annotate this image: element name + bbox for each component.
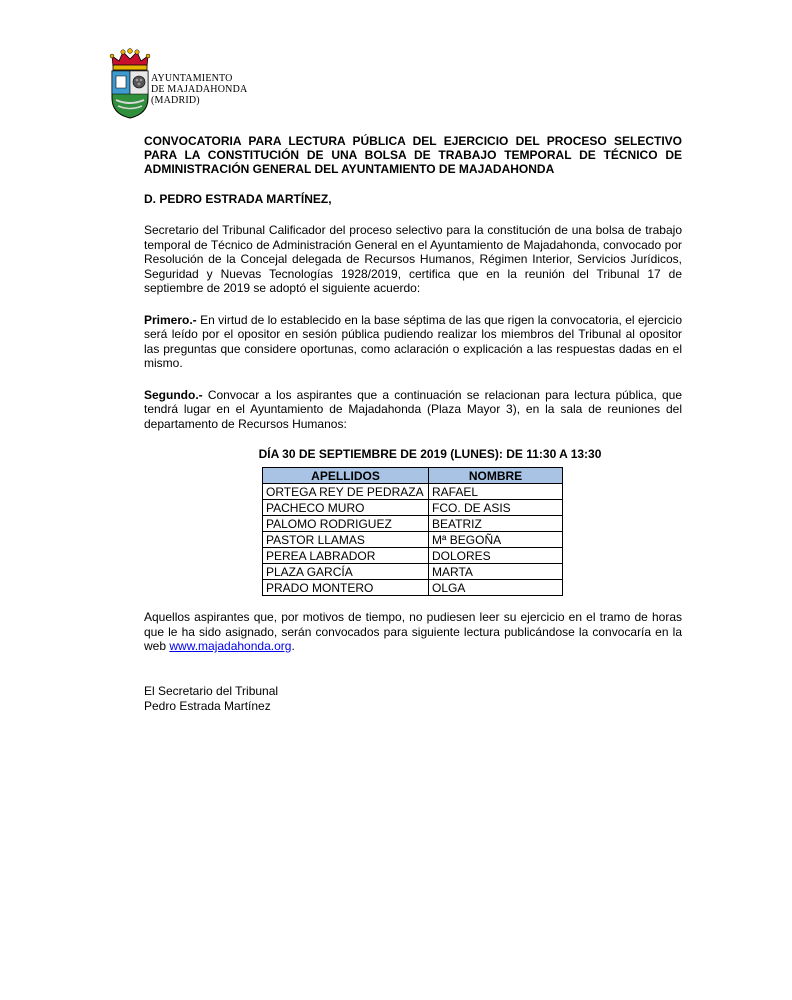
table-row: [263, 500, 563, 516]
cell-nombre: OLGA: [429, 580, 563, 596]
table-header-row: [263, 468, 563, 484]
segundo-label: Segundo.-: [144, 387, 203, 402]
cell-nombre: FCO. DE ASIS: [429, 500, 563, 516]
logo-line-3: (MADRID): [151, 95, 200, 106]
column-header-nombre: NOMBRE: [429, 468, 563, 484]
segundo-text: Convocar a los aspirantes que a continuación se relacionan para lectura pública, que tendrá lugar en el Ayuntamiento de Majadahonda (Plaza Mayor 3), en la sala de reuniones del departamento de Recursos Humanos:: [144, 387, 682, 431]
segundo-paragraph: [144, 388, 682, 432]
cell-apellidos: PLAZA GARCÍA: [263, 564, 429, 580]
signature-name: Pedro Estrada Martínez: [144, 698, 271, 713]
coat-of-arms-icon: [108, 48, 152, 120]
column-header-apellidos: APELLIDOS: [263, 468, 429, 484]
primero-paragraph: [144, 313, 682, 371]
addressee: D. PEDRO ESTRADA MARTÍNEZ,: [144, 192, 332, 206]
logo-line-2: DE MAJADAHONDA: [151, 84, 248, 95]
table-row: [263, 564, 563, 580]
cell-nombre: Mª BEGOÑA: [429, 532, 563, 548]
candidates-table: [262, 467, 563, 596]
cell-nombre: DOLORES: [429, 548, 563, 564]
closing-period: .: [291, 639, 295, 653]
primero-label: Primero.-: [144, 312, 197, 327]
document-body: [144, 134, 682, 714]
table-row: [263, 548, 563, 564]
closing-paragraph: [144, 610, 682, 654]
table-row: [263, 532, 563, 548]
primero-text: En virtud de lo establecido en la base séptima de las que rigen la convocatoria, el ejercicio será leído por el opositor en sesión pública pudiendo realizar los miembros del Tribunal al opositor las preguntas que considere oportunas, como aclaración o explicación a las respuestas dadas en el mismo.: [144, 312, 682, 370]
logo-line-1: AYUNTAMIENTO: [151, 73, 233, 84]
intro-paragraph: Secretario del Tribunal Calificador del proceso selectivo para la constitución de una bolsa de trabajo temporal de Técnico de Administración General en el Ayuntamiento de Majadahonda, convocado por Resolución de la Concejal delegada de Recursos Humanos, Régimen Interior, Servicios Jurídicos, Seguridad y Nuevas Tecnologías 1928/2019, certifica que en la reunión del Tribunal 17 de septiembre de 2019 se adoptó el siguiente acuerdo:: [144, 223, 682, 295]
cell-nombre: MARTA: [429, 564, 563, 580]
cell-apellidos: PALOMO RODRIGUEZ: [263, 516, 429, 532]
closing-text: Aquellos aspirantes que, por motivos de tiempo, no pudiesen leer su ejercicio en el tramo de horas que le ha sido asignado, serán convocados para siguiente lectura publicándose la convocaría en la web: [144, 610, 682, 653]
website-link[interactable]: www.majadahonda.org: [169, 639, 292, 653]
cell-nombre: RAFAEL: [429, 484, 563, 500]
signature-block: [144, 684, 682, 714]
cell-apellidos: PASTOR LLAMAS: [263, 532, 429, 548]
session-heading: DÍA 30 DE SEPTIEMBRE DE 2019 (LUNES): DE 11:30 A 13:30: [258, 447, 602, 461]
table-row: [263, 484, 563, 500]
cell-apellidos: PRADO MONTERO: [263, 580, 429, 596]
signature-role: El Secretario del Tribunal: [144, 683, 279, 698]
document-title: CONVOCATORIA PARA LECTURA PÚBLICA DEL EJERCICIO DEL PROCESO SELECTIVO PARA LA CONSTITUCIÓN DE UNA BOLSA DE TRABAJO TEMPORAL DE TÉCNICO DE ADMINISTRACIÓN GENERAL DEL AYUNTAMIENTO DE MAJADAHONDA: [144, 134, 682, 176]
cell-apellidos: PEREA LABRADOR: [263, 548, 429, 564]
cell-apellidos: ORTEGA REY DE PEDRAZA: [263, 484, 429, 500]
table-row: [263, 580, 563, 596]
cell-apellidos: PACHECO MURO: [263, 500, 429, 516]
cell-nombre: BEATRIZ: [429, 516, 563, 532]
municipal-logo: [108, 48, 248, 120]
table-row: [263, 516, 563, 532]
